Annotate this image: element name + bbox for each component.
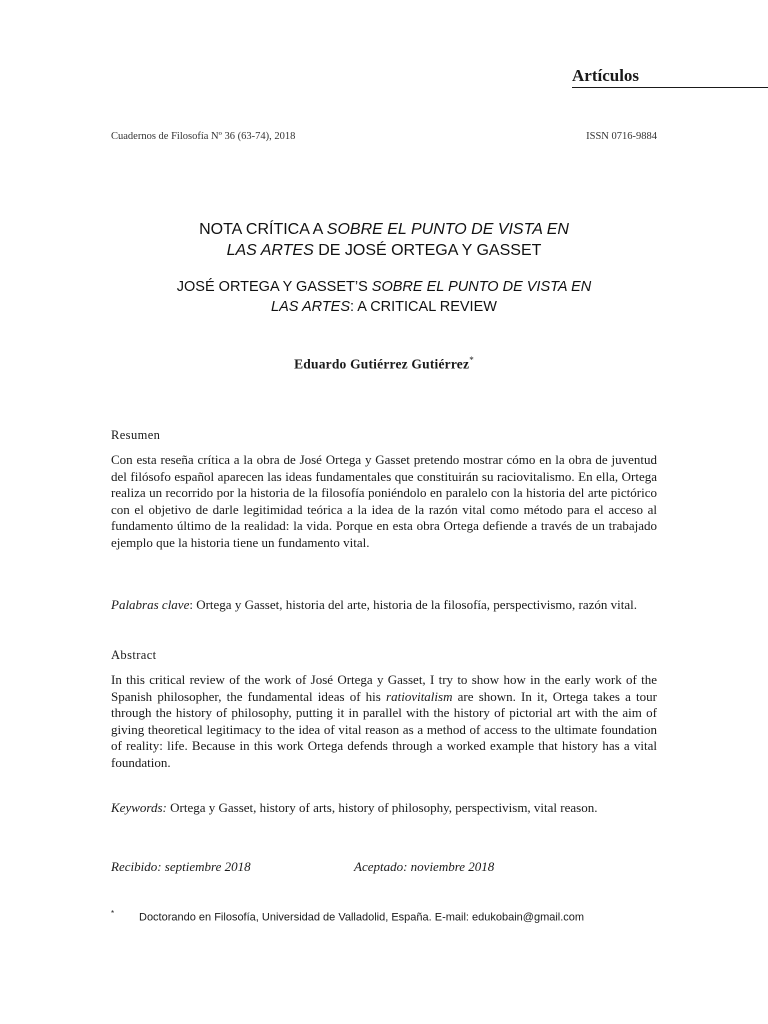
author-footnote-mark[interactable]: * (469, 355, 474, 365)
journal-citation: Cuadernos de Filosofía Nº 36 (63-74), 2018 (111, 131, 296, 142)
title-es-part2: DE JOSÉ ORTEGA Y GASSET (313, 242, 542, 259)
resumen-text: Con esta reseña crítica a la obra de José Ortega y Gasset pretendo mostrar cómo en la obra de juventud del filósofo español aparecen las ideas fundamentales que constituirán su raciovitalismo. En ella, Ortega realiza un recorrido por la historia de la filosofía poniéndolo en paralelo con la historia del arte pictórico con el objetivo de darle legitimidad teórica a la idea de la razón vital como método para el acceso al fundamento último de la realidad: la vida. Porque en esta obra Ortega defiende a través de un trabajado ejemplo que la historia tiene un fundamento vital. (111, 452, 657, 550)
title-es-italic2: LAS ARTES (226, 242, 314, 259)
abstract-text-2: are shown. In it, Ortega takes a tour through the history of philosophy, putting it in parallel with the history of pictorial art with the aim of giving theoretical legitimacy to the idea of vital reason as a method of access to the ultimate foundation of reality: life. Because in this work Ortega defends through a worked example that history has a vital foundation. (111, 688, 657, 770)
abstract-text-1: In this critical review of the work of José Ortega y Gasset, I try to show how in the early work of the Spanish philosopher, the fundamental ideas of his (111, 672, 657, 704)
title-en-part2: : A CRITICAL REVIEW (350, 299, 497, 315)
abstract-keywords-text: Ortega y Gasset, history of arts, history of philosophy, perspectivism, vital reason. (166, 800, 598, 815)
title-en-italic2: LAS ARTES (271, 299, 351, 315)
title-english (111, 277, 657, 317)
title-es-part1: NOTA CRÍTICA A (199, 221, 327, 238)
abstract-keywords-label: Keywords: (111, 800, 167, 815)
author-footnote (111, 906, 657, 926)
author-name: Eduardo Gutiérrez Gutiérrez (294, 356, 470, 372)
resumen-keywords-label: Palabras clave (111, 597, 190, 612)
footnote-mark: * (111, 909, 115, 918)
resumen-heading: Resumen (111, 428, 161, 442)
title-es-italic1: SOBRE EL PUNTO DE VISTA EN (326, 221, 569, 238)
abstract-text (111, 672, 657, 771)
date-accepted: Aceptado: noviembre 2018 (354, 859, 495, 874)
title-en-italic1: SOBRE EL PUNTO DE VISTA EN (371, 279, 592, 295)
abstract-text-italic: ratiovitalism (386, 688, 453, 704)
section-rule (572, 87, 768, 88)
resumen-keywords (111, 597, 657, 614)
author (111, 355, 657, 373)
footnote-indent (111, 906, 139, 926)
title-spanish (111, 219, 657, 261)
abstract-heading: Abstract (111, 648, 157, 662)
section-heading: Artículos (572, 66, 640, 85)
date-received: Recibido: septiembre 2018 (111, 859, 251, 874)
issn: ISSN 0716-9884 (586, 131, 657, 142)
footnote-text: Doctorando en Filosofía, Universidad de Valladolid, España. E-mail: edukobain@gmail.com (139, 911, 585, 924)
resumen-keywords-text: : Ortega y Gasset, historia del arte, historia de la filosofía, perspectivismo, razón vital. (189, 597, 637, 612)
abstract-keywords (111, 800, 657, 817)
title-en-part1: JOSÉ ORTEGA Y GASSET’S (176, 279, 372, 295)
